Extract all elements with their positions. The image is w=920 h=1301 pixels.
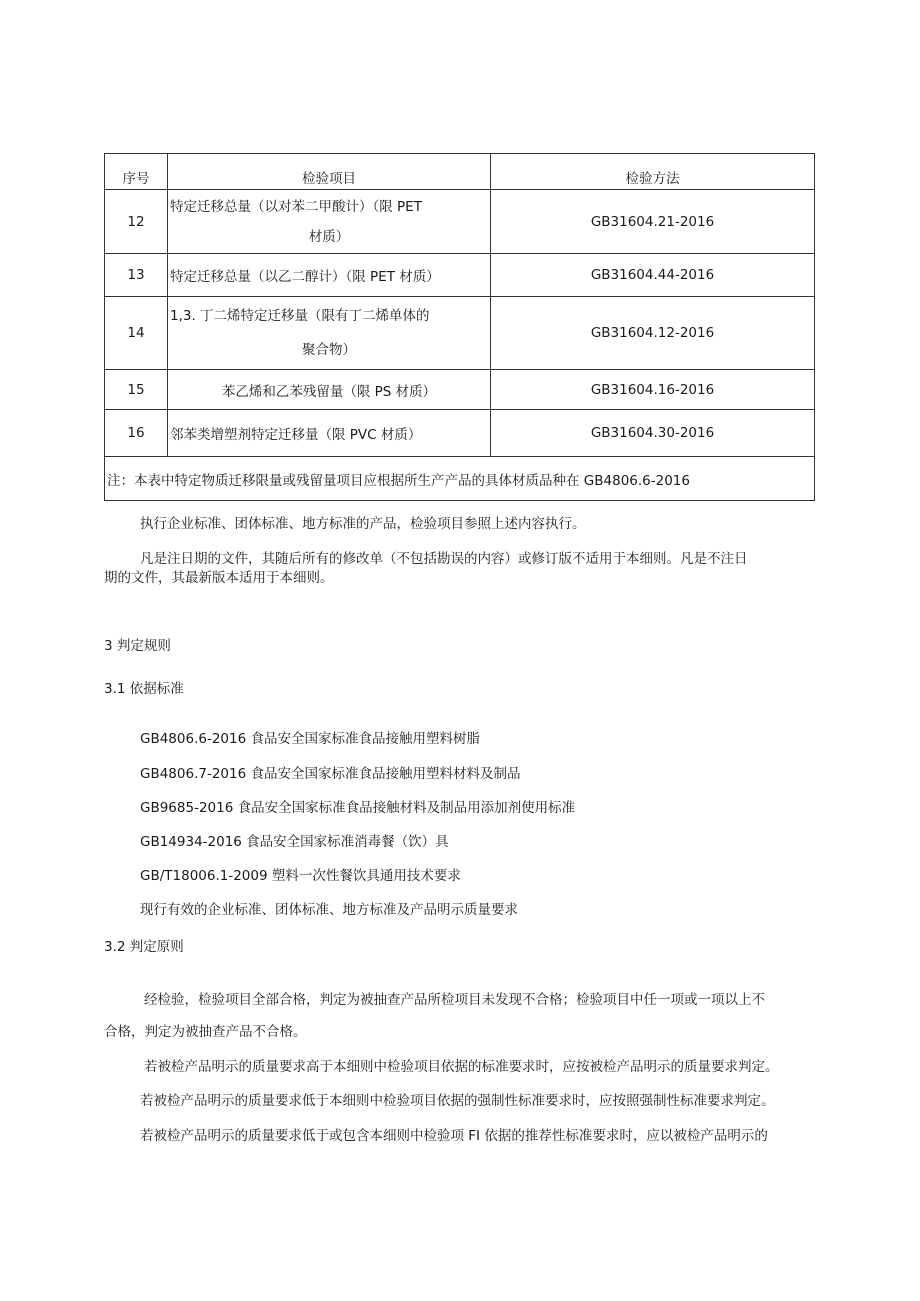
subsection-title-basis: 3.1 依据标准 — [104, 681, 184, 697]
row-method: GB31604.44-2016 — [491, 254, 815, 297]
standard-item: GB/T18006.1-2009 塑料一次性餐饮具通用技术要求 — [140, 868, 461, 884]
row-no: 12 — [105, 190, 168, 254]
row-item: 邻苯类增塑剂特定迁移量（限 PVC 材质） — [168, 410, 491, 457]
row-item-line2: 材质） — [308, 228, 350, 245]
principle-line2: 合格，判定为被抽查产品不合格。 — [104, 1024, 307, 1040]
section-title-judgment: 3 判定规则 — [104, 638, 171, 654]
table-note: 注：本表中特定物质迁移限量或残留量项目应根据所生产产品的具体材质品种在 GB4806.6-2016 — [105, 457, 815, 501]
header-no: 序号 — [105, 154, 168, 190]
principle-higher: 若被检产品明示的质量要求高于本细则中检验项目依据的标准要求时，应按被检产品明示的质量要求判定。 — [144, 1059, 779, 1075]
row-method: GB31604.12-2016 — [491, 297, 815, 370]
standard-item: GB4806.6-2016 食品安全国家标准食品接触用塑料树脂 — [140, 731, 480, 747]
table-note-row — [105, 457, 815, 501]
subsection-title-principle: 3.2 判定原则 — [104, 939, 184, 955]
header-item: 检验项目 — [168, 154, 491, 190]
row-item — [168, 297, 491, 370]
principle-lower-recommended: 若被检产品明示的质量要求低于或包含本细则中检验项 FI 依据的推荐性标准要求时，应以被检产品明示的 — [140, 1128, 768, 1144]
header-method: 检验方法 — [491, 154, 815, 190]
row-no: 14 — [105, 297, 168, 370]
standard-item: GB14934-2016 食品安全国家标准消毒餐（饮）具 — [140, 834, 449, 850]
table-row — [105, 297, 815, 370]
row-item: 特定迁移总量（以乙二醇计）（限 PET 材质） — [168, 254, 491, 297]
row-item-line1: 特定迁移总量（以对苯二甲酸计）（限 PET — [170, 198, 422, 215]
inspection-items-table — [104, 153, 815, 501]
table-row — [105, 410, 815, 457]
row-method: GB31604.21-2016 — [491, 190, 815, 254]
row-no: 15 — [105, 370, 168, 410]
row-method: GB31604.30-2016 — [491, 410, 815, 457]
paragraph-dated-refs-line2: 期的文件，其最新版本适用于本细则。 — [104, 570, 334, 586]
row-item: 苯乙烯和乙苯残留量（限 PS 材质） — [168, 370, 491, 410]
table-row — [105, 370, 815, 410]
paragraph-applicability: 执行企业标准、团体标准、地方标准的产品，检验项目参照上述内容执行。 — [140, 516, 586, 532]
row-item-line1: 1,3. 丁二烯特定迁移量（限有丁二烯单体的 — [170, 308, 430, 324]
table-row — [105, 190, 815, 254]
table-row — [105, 254, 815, 297]
row-no: 13 — [105, 254, 168, 297]
table-header-row — [105, 154, 815, 190]
row-method: GB31604.16-2016 — [491, 370, 815, 410]
row-item-line2: 聚合物） — [302, 342, 356, 358]
principle-line1: 经检验，检验项目全部合格，判定为被抽查产品所检项目未发现不合格；检验项目中任一项或一项以上不 — [144, 992, 765, 1008]
row-item — [168, 190, 491, 254]
standard-item: GB4806.7-2016 食品安全国家标准食品接触用塑料材料及制品 — [140, 766, 521, 782]
paragraph-dated-refs-line1: 凡是注日期的文件，其随后所有的修改单（不包括勘误的内容）或修订版不适用于本细则。凡是不注日 — [140, 551, 748, 567]
row-no: 16 — [105, 410, 168, 457]
standard-item: 现行有效的企业标准、团体标准、地方标准及产品明示质量要求 — [140, 902, 518, 918]
principle-lower-mandatory: 若被检产品明示的质量要求低于本细则中检验项目依据的强制性标准要求时，应按照强制性标准要求判定。 — [140, 1093, 775, 1109]
standard-item: GB9685-2016 食品安全国家标准食品接触材料及制品用添加剂使用标准 — [140, 800, 576, 816]
